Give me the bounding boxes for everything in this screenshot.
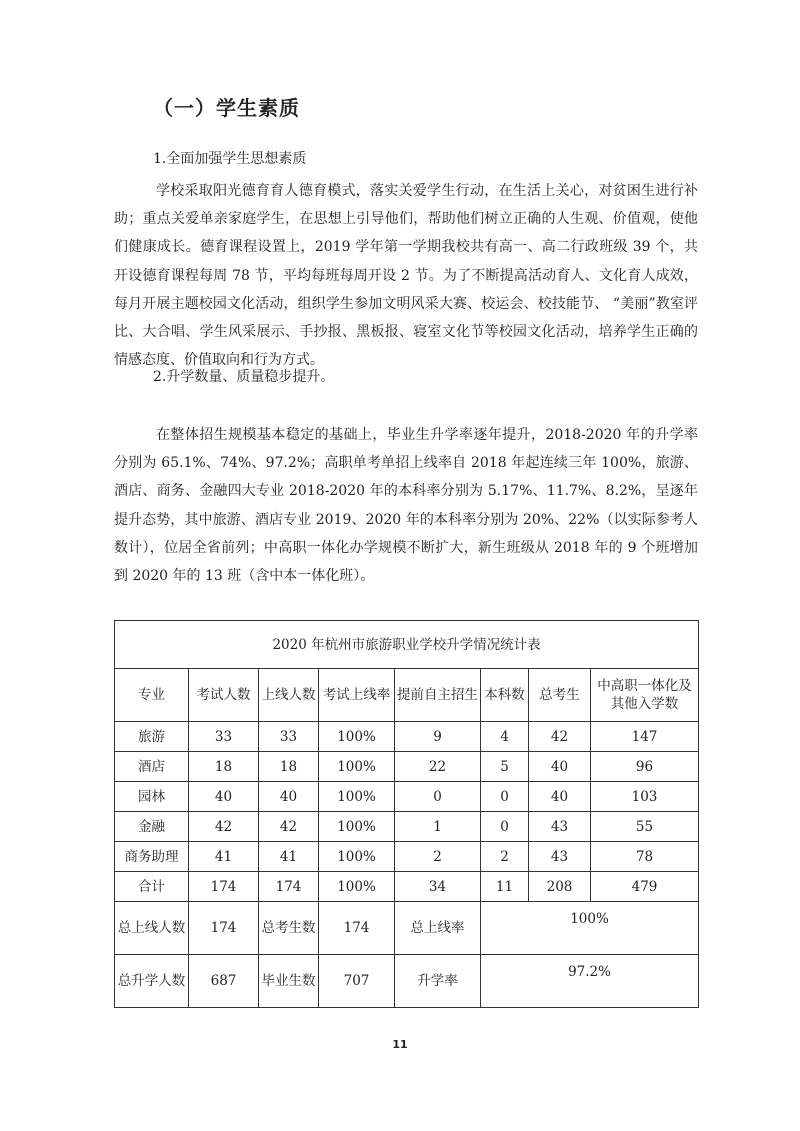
admission-stats-table: [114, 620, 699, 1008]
table-caption: 2020 年杭州市旅游职业学校升学情况统计表: [115, 621, 699, 669]
table-cell: 9: [395, 722, 481, 752]
summary-value: 174: [319, 902, 395, 955]
summary-rate: 100%: [481, 902, 699, 955]
section-title: （一）学生素质: [153, 96, 300, 120]
table-row: [115, 782, 699, 812]
table-cell: 100%: [319, 782, 395, 812]
table-cell: 旅游: [115, 722, 189, 752]
table-cell: 40: [529, 752, 591, 782]
table-cell: 174: [189, 872, 259, 902]
summary-rate: 97.2%: [481, 955, 699, 1008]
table-cell: 33: [189, 722, 259, 752]
table-cell: 金融: [115, 812, 189, 842]
table-cell: 33: [259, 722, 319, 752]
table-cell: 55: [591, 812, 699, 842]
summary-label: 升学率: [395, 955, 481, 1008]
summary-value: 174: [189, 902, 259, 955]
table-cell: 40: [529, 782, 591, 812]
summary-value: 687: [189, 955, 259, 1008]
summary-row-admission: [115, 955, 699, 1008]
column-header: 专业: [115, 669, 189, 722]
table-cell: 酒店: [115, 752, 189, 782]
summary-label: 毕业生数: [259, 955, 319, 1008]
summary-value: 707: [319, 955, 395, 1008]
table-cell: 147: [591, 722, 699, 752]
column-header: 本科数: [481, 669, 529, 722]
summary-label: 总考生数: [259, 902, 319, 955]
table-cell: 43: [529, 842, 591, 872]
table-row: [115, 722, 699, 752]
column-header: 考试人数: [189, 669, 259, 722]
table-cell: 11: [481, 872, 529, 902]
column-header: 总考生: [529, 669, 591, 722]
table-cell: 2: [481, 842, 529, 872]
paragraph-1: 学校采取阳光德育育人德育模式，落实关爱学生行动，在生活上关心，对贫困生进行补助；重点关爱单亲家庭学生，在思想上引导他们，帮助他们树立正确的人生观、价值观，使他们健康成长。德育课程设置上，2019 学年第一学期我校共有高一、高二行政班级 39 个，共开设德育课程每周 78 节，平均每班每周开设 2 节。为了不断提高活动育人、文化育人成效，每月开展主题校园文化活动，组织学生参加文明风采大赛、校运会、校技能节、 “美丽”教室评比、大合唱、学生风采展示、手抄报、黑板报、寝室文化节等校园文化活动，培养学生正确的情感态度、价值取向和行为方式。: [114, 183, 698, 369]
table-cell: 208: [529, 872, 591, 902]
table-cell: 41: [259, 842, 319, 872]
page-number: 11: [392, 1038, 408, 1051]
paragraph-2: 在整体招生规模基本稳定的基础上，毕业生升学率逐年提升，2018-2020 年的升学率分别为 65.1%、74%、97.2%；高职单考单招上线率自 2018 年起连续三年 100%，旅游、酒店、商务、金融四大专业 2018-2020 年的本科率分别为 5.17%、11.7%、8.2%，呈逐年提升态势，其中旅游、酒店专业 2019、2020 年的本科率分别为 20%、22%（以实际参考人数计），位居全省前列；中高职一体化办学规模不断扩大，新生班级从 2018 年的 9 个班增加到 2020 年的 13 班（含中本一体化班）。: [114, 427, 698, 585]
column-header: 上线人数: [259, 669, 319, 722]
table-cell: 479: [591, 872, 699, 902]
table-cell: 商务助理: [115, 842, 189, 872]
summary-label: 总升学人数: [115, 955, 189, 1008]
table-cell: 41: [189, 842, 259, 872]
table-cell: 18: [259, 752, 319, 782]
table-cell: 100%: [319, 752, 395, 782]
table-cell: 5: [481, 752, 529, 782]
table-cell: 1: [395, 812, 481, 842]
table-cell: 96: [591, 752, 699, 782]
table-row: [115, 842, 699, 872]
table-cell: 100%: [319, 812, 395, 842]
table-cell: 18: [189, 752, 259, 782]
table-cell: 4: [481, 722, 529, 752]
table-cell: 103: [591, 782, 699, 812]
summary-row-online: [115, 902, 699, 955]
table-cell: 42: [259, 812, 319, 842]
table-cell: 43: [529, 812, 591, 842]
table-header-row: [115, 669, 699, 722]
table-cell: 42: [189, 812, 259, 842]
column-header: 提前自主招生: [395, 669, 481, 722]
table-cell: 42: [529, 722, 591, 752]
table-row: [115, 812, 699, 842]
table-cell: 合计: [115, 872, 189, 902]
table-cell: 22: [395, 752, 481, 782]
column-header: 考试上线率: [319, 669, 395, 722]
table-cell: 78: [591, 842, 699, 872]
table-cell: 100%: [319, 722, 395, 752]
table-cell: 174: [259, 872, 319, 902]
table-cell: 园林: [115, 782, 189, 812]
subsection-title-2: 2.升学数量、质量稳步提升。: [153, 369, 335, 385]
table-cell: 0: [481, 782, 529, 812]
table-cell: 0: [395, 782, 481, 812]
table-cell: 40: [259, 782, 319, 812]
table-cell: 100%: [319, 872, 395, 902]
summary-label: 总上线人数: [115, 902, 189, 955]
table-row: [115, 752, 699, 782]
table-row-total: [115, 872, 699, 902]
table-cell: 2: [395, 842, 481, 872]
table-cell: 40: [189, 782, 259, 812]
table-cell: 0: [481, 812, 529, 842]
summary-label: 总上线率: [395, 902, 481, 955]
column-header: 中高职一体化及其他入学数: [591, 669, 699, 722]
table-cell: 34: [395, 872, 481, 902]
subsection-title-1: 1.全面加强学生思想素质: [153, 151, 307, 167]
table-cell: 100%: [319, 842, 395, 872]
